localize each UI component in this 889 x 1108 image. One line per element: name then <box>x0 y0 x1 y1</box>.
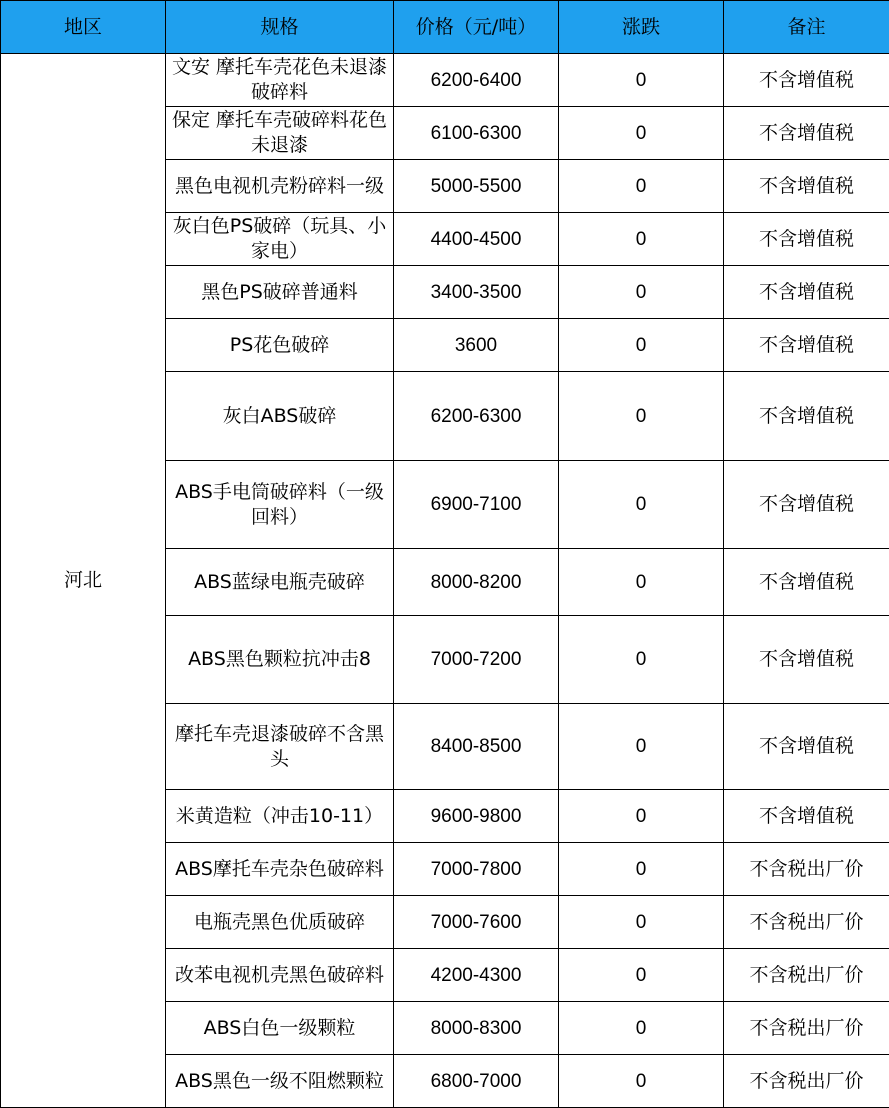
price-cell: 3600 <box>394 319 559 372</box>
spec-cell: ABS摩托车壳杂色破碎料 <box>166 843 394 896</box>
change-cell: 0 <box>559 949 724 1002</box>
note-cell: 不含增值税 <box>724 704 889 790</box>
spec-cell: ABS手电筒破碎料（一级回料） <box>166 461 394 549</box>
change-cell: 0 <box>559 549 724 616</box>
price-cell: 8000-8300 <box>394 1002 559 1055</box>
note-cell: 不含增值税 <box>724 213 889 266</box>
spec-cell: 电瓶壳黑色优质破碎 <box>166 896 394 949</box>
price-cell: 9600-9800 <box>394 790 559 843</box>
note-cell: 不含税出厂价 <box>724 896 889 949</box>
change-cell: 0 <box>559 843 724 896</box>
spec-cell: ABS黑色颗粒抗冲击8 <box>166 616 394 704</box>
col-header-price: 价格（元/吨） <box>394 1 559 54</box>
spec-cell: 黑色电视机壳粉碎料一级 <box>166 160 394 213</box>
note-cell: 不含税出厂价 <box>724 949 889 1002</box>
price-cell: 8000-8200 <box>394 549 559 616</box>
note-cell: 不含增值税 <box>724 616 889 704</box>
header-row <box>1 1 889 54</box>
note-cell: 不含增值税 <box>724 461 889 549</box>
note-cell: 不含税出厂价 <box>724 1002 889 1055</box>
spec-cell: 改苯电视机壳黑色破碎料 <box>166 949 394 1002</box>
spec-cell: 灰白色PS破碎（玩具、小家电） <box>166 213 394 266</box>
col-header-note: 备注 <box>724 1 889 54</box>
note-cell: 不含税出厂价 <box>724 843 889 896</box>
spec-cell: PS花色破碎 <box>166 319 394 372</box>
spec-cell: ABS蓝绿电瓶壳破碎 <box>166 549 394 616</box>
table-row <box>1 54 889 107</box>
change-cell: 0 <box>559 1002 724 1055</box>
price-cell: 8400-8500 <box>394 704 559 790</box>
note-cell: 不含增值税 <box>724 54 889 107</box>
price-cell: 3400-3500 <box>394 266 559 319</box>
change-cell: 0 <box>559 266 724 319</box>
price-cell: 4200-4300 <box>394 949 559 1002</box>
note-cell: 不含增值税 <box>724 549 889 616</box>
price-cell: 6900-7100 <box>394 461 559 549</box>
change-cell: 0 <box>559 790 724 843</box>
price-cell: 6200-6300 <box>394 372 559 461</box>
change-cell: 0 <box>559 616 724 704</box>
change-cell: 0 <box>559 213 724 266</box>
note-cell: 不含增值税 <box>724 160 889 213</box>
col-header-region: 地区 <box>1 1 166 54</box>
col-header-spec: 规格 <box>166 1 394 54</box>
region-cell: 河北 <box>1 54 166 1108</box>
price-cell: 7000-7800 <box>394 843 559 896</box>
spec-cell: 保定 摩托车壳破碎料花色未退漆 <box>166 107 394 160</box>
note-cell: 不含增值税 <box>724 319 889 372</box>
col-header-change: 涨跌 <box>559 1 724 54</box>
change-cell: 0 <box>559 1055 724 1108</box>
price-cell: 6800-7000 <box>394 1055 559 1108</box>
spec-cell: 摩托车壳退漆破碎不含黑头 <box>166 704 394 790</box>
change-cell: 0 <box>559 372 724 461</box>
change-cell: 0 <box>559 319 724 372</box>
note-cell: 不含增值税 <box>724 107 889 160</box>
spec-cell: ABS白色一级颗粒 <box>166 1002 394 1055</box>
price-cell: 6200-6400 <box>394 54 559 107</box>
note-cell: 不含增值税 <box>724 266 889 319</box>
spec-cell: 黑色PS破碎普通料 <box>166 266 394 319</box>
spec-cell: 灰白ABS破碎 <box>166 372 394 461</box>
price-cell: 4400-4500 <box>394 213 559 266</box>
spec-cell: 文安 摩托车壳花色未退漆破碎料 <box>166 54 394 107</box>
price-cell: 7000-7200 <box>394 616 559 704</box>
price-cell: 5000-5500 <box>394 160 559 213</box>
change-cell: 0 <box>559 54 724 107</box>
note-cell: 不含增值税 <box>724 372 889 461</box>
table-header <box>1 1 889 54</box>
spec-cell: ABS黑色一级不阻燃颗粒 <box>166 1055 394 1108</box>
price-cell: 6100-6300 <box>394 107 559 160</box>
note-cell: 不含增值税 <box>724 790 889 843</box>
change-cell: 0 <box>559 160 724 213</box>
spec-cell: 米黄造粒（冲击10-11） <box>166 790 394 843</box>
change-cell: 0 <box>559 107 724 160</box>
change-cell: 0 <box>559 461 724 549</box>
price-cell: 7000-7600 <box>394 896 559 949</box>
note-cell: 不含税出厂价 <box>724 1055 889 1108</box>
table-body <box>1 54 889 1108</box>
change-cell: 0 <box>559 896 724 949</box>
change-cell: 0 <box>559 704 724 790</box>
